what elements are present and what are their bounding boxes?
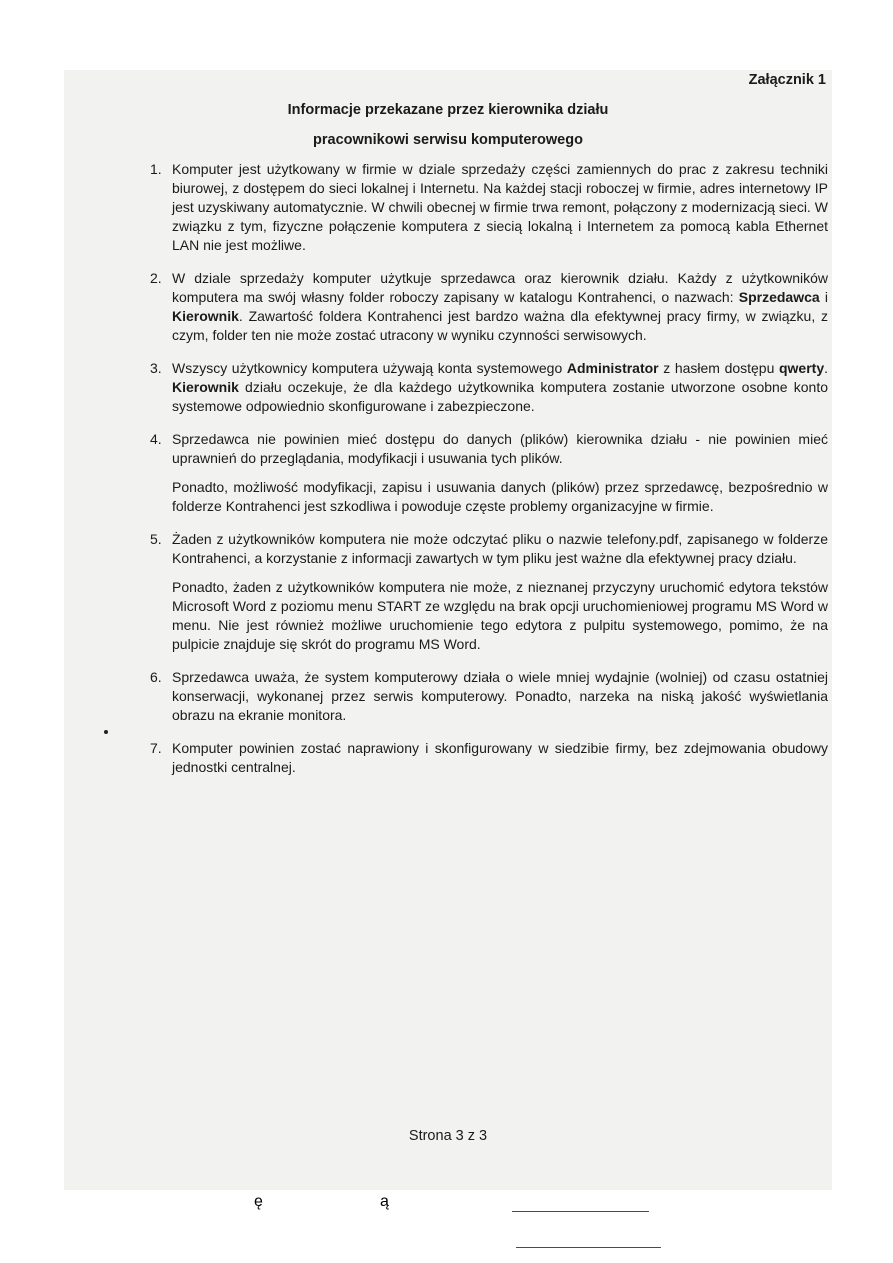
list-item-number: 4.: [150, 431, 162, 447]
heading-line-1: Informacje przekazane przez kierownika działu: [287, 102, 609, 118]
list-item: [144, 530, 828, 654]
stray-glyph-1: ę: [254, 1193, 263, 1210]
link-underline-1[interactable]: [512, 1211, 649, 1212]
link-underline-2[interactable]: [516, 1247, 661, 1248]
page-footer: Strona 3 z 3: [408, 1128, 488, 1144]
list-item-paragraph: Sprzedawca uważa, że system komputerowy działa o wiele mniej wydajnie (wolniej) od czasu ostatniej konserwacji, wykonanej przez serwis komputerowy. Ponadto, narzeka na niską jakość wyświetlania obrazu na ekranie monitora.: [172, 669, 828, 723]
list-item-paragraph: Komputer jest użytkowany w firmie w dziale sprzedaży części zamiennych do prac z zakresu techniki biurowej, z dostępem do sieci lokalnej i Internetu. Na każdej stacji roboczej w firmie, adres internetowy IP jest uzyskiwany automatycznie. W chwili obecnej w firmie trwa remont, połączony z modernizacją sieci. W związku z tym, fizyczne połączenie komputera z siecią lokalną i Internetem za pomocą kabla Ethernet LAN nie jest możliwe.: [172, 161, 828, 253]
list-item-paragraph: Żaden z użytkowników komputera nie może odczytać pliku o nazwie telefony.pdf, zapisanego w folderze Kontrahenci, a korzystanie z informacji zawartych w tym pliku jest ważne dla efektywnej pracy działu.: [172, 531, 828, 566]
list-item: [144, 359, 828, 416]
list-item-paragraph: Ponadto, możliwość modyfikacji, zapisu i usuwania danych (plików) przez sprzedawcę, bezpośrednio w folderze Kontrahenci jest szkodliwa i powoduje częste problemy organizacyjne w firmie.: [172, 479, 828, 514]
list-item-paragraph: Sprzedawca nie powinien mieć dostępu do danych (plików) kierownika działu - nie powinien mieć uprawnień do przeglądania, modyfikacji i usuwania tych plików.: [172, 431, 828, 466]
list-item-number: 2.: [150, 270, 162, 286]
attachment-label: Załącznik 1: [748, 72, 826, 88]
list-item-number: 7.: [150, 740, 162, 756]
numbered-list: [144, 160, 828, 791]
list-item-number: 6.: [150, 669, 162, 685]
list-item-paragraph: Komputer powinien zostać naprawiony i skonfigurowany w siedzibie firmy, bez zdejmowania obudowy jednostki centralnej.: [172, 740, 828, 775]
list-item-paragraph: Ponadto, żaden z użytkowników komputera nie może, z nieznanej przyczyny uruchomić edytora tekstów Microsoft Word z poziomu menu START ze względu na brak opcji uruchomieniowej programu MS Word w menu. Nie jest również możliwe uruchomienie tego edytora z pulpitu systemowego, pomimo, że na pulpicie znajduje się skrót do programu MS Word.: [172, 579, 828, 652]
list-item: [144, 430, 828, 516]
list-item: [144, 269, 828, 345]
list-item-paragraph: W dziale sprzedaży komputer użytkuje sprzedawca oraz kierownik działu. Każdy z użytkowników komputera ma swój własny folder roboczy zapisany w katalogu Kontrahenci, o nazwach: Sprzedawca i Kierownik. Zawartość foldera Kontrahenci jest bardzo ważna dla efektywnej pracy firmy, w związku, z czym, folder ten nie może zostać utracony w wyniku czynności serwisowych.: [172, 270, 829, 343]
stray-dot: [104, 730, 108, 734]
list-item-paragraph: Wszyscy użytkownicy komputera używają konta systemowego Administrator z hasłem dostępu qwerty. Kierownik działu oczekuje, że dla każdego użytkownika komputera zostanie utworzone osobne konto systemowe odpowiednio skonfigurowane i zabezpieczone.: [172, 360, 828, 414]
list-item: [144, 668, 828, 725]
scanned-page: [64, 70, 832, 1190]
list-item: [144, 160, 828, 255]
list-item-number: 1.: [150, 161, 162, 177]
list-item-number: 5.: [150, 531, 162, 547]
stray-glyph-2: ą: [380, 1193, 389, 1210]
list-item: [144, 739, 828, 777]
list-item-number: 3.: [150, 360, 162, 376]
heading-line-2: pracownikowi serwisu komputerowego: [313, 132, 583, 148]
